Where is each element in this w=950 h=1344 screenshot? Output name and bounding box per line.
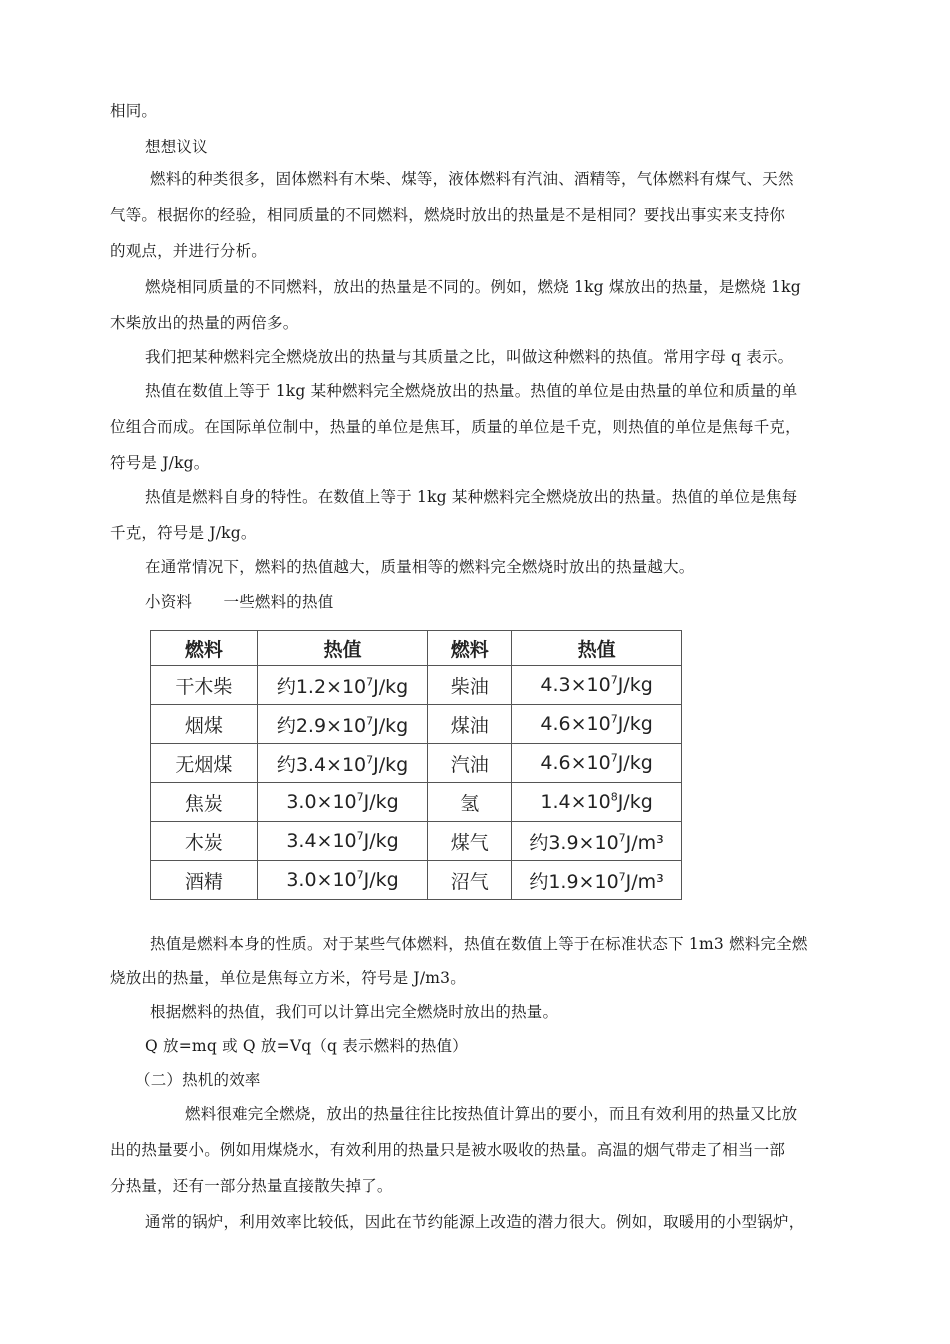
fuel-name: 汽油 xyxy=(428,744,512,783)
header-heat-value: 热值 xyxy=(257,631,428,666)
table-row xyxy=(151,666,682,705)
fuel-name: 柴油 xyxy=(428,666,512,705)
table-row xyxy=(151,822,682,861)
fuel-name: 无烟煤 xyxy=(151,744,258,783)
table-row xyxy=(151,861,682,900)
header-fuel: 燃料 xyxy=(151,631,258,666)
heat-value: $3.0\times 10^7J/kg$ xyxy=(257,861,428,900)
heat-value: $4.6\times 10^7J/kg$ xyxy=(512,705,682,744)
fuel-name: 酒精 xyxy=(151,861,258,900)
formula-line: Q 放=mq 或 Q 放=Vq（q 表示燃料的热值） xyxy=(145,1037,468,1055)
fuel-name: 氢 xyxy=(428,783,512,822)
paragraph-line: 根据燃料的热值，我们可以计算出完全燃烧时放出的热量。 xyxy=(150,1003,559,1021)
fuel-name: 烟煤 xyxy=(151,705,258,744)
fuel-name: 焦炭 xyxy=(151,783,258,822)
paragraph-line: 位组合而成。在国际单位制中，热量的单位是焦耳，质量的单位是千克，则热值的单位是焦每千克， xyxy=(110,418,801,436)
heat-value: $4.3\times 10^7J/kg$ xyxy=(512,666,682,705)
heat-value: $4.6\times 10^7J/kg$ xyxy=(512,744,682,783)
paragraph-line: 相同。 xyxy=(110,102,158,120)
heat-value: 约$2.9\times 10^7J/kg$ xyxy=(257,705,428,744)
paragraph-line: 出的热量要小。例如用煤烧水，有效利用的热量只是被水吸收的热量。高温的烟气带走了相当一部 xyxy=(110,1141,786,1159)
paragraph-line: 燃料很难完全燃烧，放出的热量往往比按热值计算出的要小，而且有效利用的热量又比放 xyxy=(185,1105,798,1123)
paragraph-line: 符号是 J/kg。 xyxy=(110,454,210,472)
fuel-name: 沼气 xyxy=(428,861,512,900)
heat-value: $1.4\times 10^8J/kg$ xyxy=(512,783,682,822)
fuel-heat-value-table xyxy=(150,630,682,894)
paragraph-line: 燃烧相同质量的不同燃料，放出的热量是不同的。例如，燃烧 1kg 煤放出的热量，是燃烧 1kg xyxy=(145,278,801,296)
fuel-name: 干木柴 xyxy=(151,666,258,705)
header-fuel: 燃料 xyxy=(428,631,512,666)
heat-value: 约$3.4\times 10^7J/kg$ xyxy=(257,744,428,783)
fuel-name: 煤油 xyxy=(428,705,512,744)
paragraph-line: 热值在数值上等于 1kg 某种燃料完全燃烧放出的热量。热值的单位是由热量的单位和质量的单 xyxy=(145,382,798,400)
paragraph-line: 分热量，还有一部分热量直接散失掉了。 xyxy=(110,1177,393,1195)
table-row xyxy=(151,705,682,744)
heat-value: $3.0\times 10^7J/kg$ xyxy=(257,783,428,822)
paragraph-line: 的观点，并进行分析。 xyxy=(110,242,268,260)
paragraph-line: 千克，符号是 J/kg。 xyxy=(110,524,257,542)
heat-value: 约$3.9\times 10^7J/m^3$ xyxy=(512,822,682,861)
paragraph-line: 通常的锅炉，利用效率比较低，因此在节约能源上改造的潜力很大。例如，取暖用的小型锅炉， xyxy=(145,1213,805,1231)
table-header-row xyxy=(151,631,682,666)
paragraph-line: 木柴放出的热量的两倍多。 xyxy=(110,314,299,332)
table-row xyxy=(151,744,682,783)
heat-value: 约$1.2\times 10^7J/kg$ xyxy=(257,666,428,705)
paragraph-line: 我们把某种燃料完全燃烧放出的热量与其质量之比，叫做这种燃料的热值。常用字母 q 表示。 xyxy=(145,348,794,366)
section-heading: 想想议议 xyxy=(145,138,208,156)
section-heading: （二）热机的效率 xyxy=(135,1071,261,1089)
fuel-name: 煤气 xyxy=(428,822,512,861)
paragraph-line: 烧放出的热量，单位是焦每立方米，符号是 J/m3。 xyxy=(110,969,466,987)
paragraph-line: 气等。根据你的经验，相同质量的不同燃料，燃烧时放出的热量是不是相同？要找出事实来支持你 xyxy=(110,206,786,224)
heat-value: 约$1.9\times 10^7J/m^3$ xyxy=(512,861,682,900)
heat-value: $3.4\times 10^7J/kg$ xyxy=(257,822,428,861)
table-row xyxy=(151,783,682,822)
paragraph-line: 热值是燃料本身的性质。对于某些气体燃料，热值在数值上等于在标准状态下 1m3 燃料完全燃 xyxy=(150,935,808,953)
table-caption: 小资料 一些燃料的热值 xyxy=(145,593,334,611)
paragraph-line: 燃料的种类很多，固体燃料有木柴、煤等，液体燃料有汽油、酒精等，气体燃料有煤气、天然 xyxy=(150,170,794,188)
header-heat-value: 热值 xyxy=(512,631,682,666)
fuel-name: 木炭 xyxy=(151,822,258,861)
paragraph-line: 在通常情况下，燃料的热值越大，质量相等的燃料完全燃烧时放出的热量越大。 xyxy=(145,558,695,576)
paragraph-line: 热值是燃料自身的特性。在数值上等于 1kg 某种燃料完全燃烧放出的热量。热值的单位是焦每 xyxy=(145,488,798,506)
